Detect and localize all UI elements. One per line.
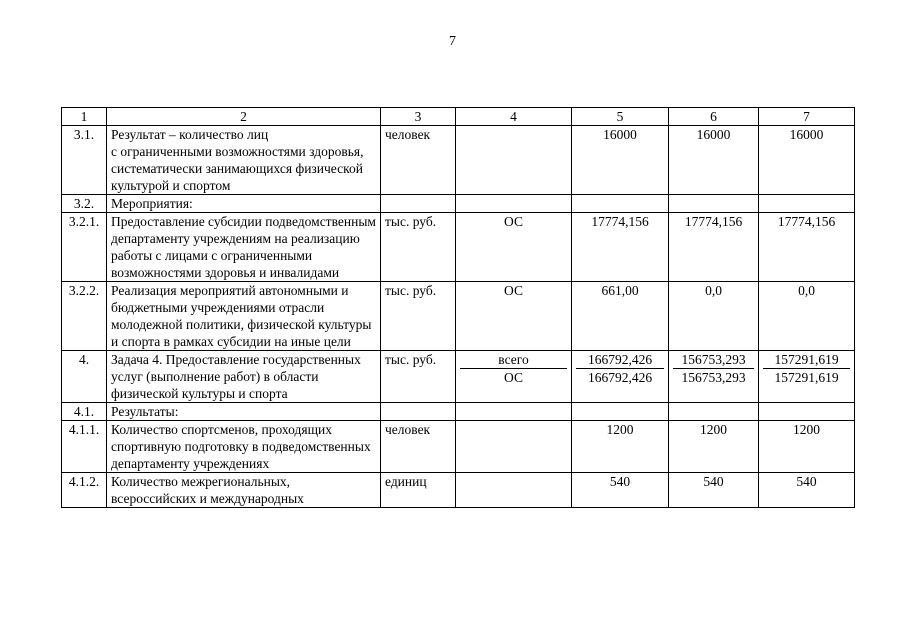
row-value-5: 540	[572, 473, 669, 508]
column-header: 5	[572, 108, 669, 126]
row-description: Реализация мероприятий автономными и бюджетными учреждениями отрасли молодежной политики, физической культуры и спорта в рамках субсидии на иные цели	[107, 282, 381, 351]
table-row	[62, 126, 855, 195]
row-value-5: 661,00	[572, 282, 669, 351]
row-value-6-split	[669, 351, 759, 403]
table-row	[62, 282, 855, 351]
row-description: Предоставление субсидии подведомственным департаменту учреждениям на реализацию работы с лицами с ограниченными возможностями здоровья и инвалидами	[107, 213, 381, 282]
row-value-5	[572, 195, 669, 213]
row-value-6: 17774,156	[669, 213, 759, 282]
row-value-7-split	[759, 351, 855, 403]
row-value-7: 540	[759, 473, 855, 508]
row-unit: человек	[381, 126, 456, 195]
row-number: 3.1.	[62, 126, 107, 195]
row-unit: тыс. руб.	[381, 213, 456, 282]
row-source	[456, 403, 572, 421]
row-source	[456, 421, 572, 473]
row-value-7: 16000	[759, 126, 855, 195]
row-value-6: 540	[669, 473, 759, 508]
row-source-total: всего	[498, 352, 529, 367]
row-number: 3.2.	[62, 195, 107, 213]
row-unit	[381, 403, 456, 421]
row-source	[456, 195, 572, 213]
table-row	[62, 421, 855, 473]
table-row	[62, 195, 855, 213]
row-source	[456, 126, 572, 195]
row-value-5-split	[572, 351, 669, 403]
row-source-os: ОС	[460, 368, 567, 386]
row-value-6: 16000	[669, 126, 759, 195]
row-value-5: 17774,156	[572, 213, 669, 282]
row-description: Результат – количество лиц с ограниченными возможностями здоровья, систематически занимающихся физической культурой и спортом	[107, 126, 381, 195]
row-unit: тыс. руб.	[381, 351, 456, 403]
row-description: Результаты:	[107, 403, 381, 421]
row-unit: единиц	[381, 473, 456, 508]
table-header-row	[62, 108, 855, 126]
row-description: Количество межрегиональных, всероссийских и международных	[107, 473, 381, 508]
page-number: 7	[449, 34, 456, 49]
row-description: Задача 4. Предоставление государственных услуг (выполнение работ) в области физической культуры и спорта	[107, 351, 381, 403]
row-value-6	[669, 403, 759, 421]
row-value-5	[572, 403, 669, 421]
row-value-5-total: 166792,426	[587, 352, 653, 367]
row-value-6: 1200	[669, 421, 759, 473]
row-number: 3.2.2.	[62, 282, 107, 351]
column-header: 2	[107, 108, 381, 126]
row-unit: человек	[381, 421, 456, 473]
table-row	[62, 213, 855, 282]
row-value-6	[669, 195, 759, 213]
column-header: 4	[456, 108, 572, 126]
row-value-7	[759, 403, 855, 421]
row-number: 3.2.1.	[62, 213, 107, 282]
column-header: 3	[381, 108, 456, 126]
column-header: 6	[669, 108, 759, 126]
table-row	[62, 351, 855, 403]
column-header: 7	[759, 108, 855, 126]
row-number: 4.1.2.	[62, 473, 107, 508]
row-value-6: 0,0	[669, 282, 759, 351]
table-row	[62, 473, 855, 508]
row-unit: тыс. руб.	[381, 282, 456, 351]
table-row	[62, 403, 855, 421]
row-value-7: 0,0	[759, 282, 855, 351]
row-value-5: 16000	[572, 126, 669, 195]
row-source-split	[456, 351, 572, 403]
row-value-6-os: 156753,293	[673, 368, 754, 386]
column-header: 1	[62, 108, 107, 126]
row-value-6-total: 156753,293	[681, 352, 746, 367]
row-number: 4.1.	[62, 403, 107, 421]
row-value-7	[759, 195, 855, 213]
row-value-5-os: 166792,426	[576, 368, 664, 386]
data-table	[61, 107, 855, 508]
row-value-7-total: 157291,619	[774, 352, 839, 367]
row-number: 4.1.1.	[62, 421, 107, 473]
row-source: ОС	[456, 282, 572, 351]
row-number: 4.	[62, 351, 107, 403]
row-value-5: 1200	[572, 421, 669, 473]
row-source	[456, 473, 572, 508]
row-description: Мероприятия:	[107, 195, 381, 213]
row-description: Количество спортсменов, проходящих спортивную подготовку в подведомственных департаменту учреждениях	[107, 421, 381, 473]
row-value-7-os: 157291,619	[763, 368, 850, 386]
row-unit	[381, 195, 456, 213]
row-value-7: 17774,156	[759, 213, 855, 282]
row-value-7: 1200	[759, 421, 855, 473]
row-source: ОС	[456, 213, 572, 282]
